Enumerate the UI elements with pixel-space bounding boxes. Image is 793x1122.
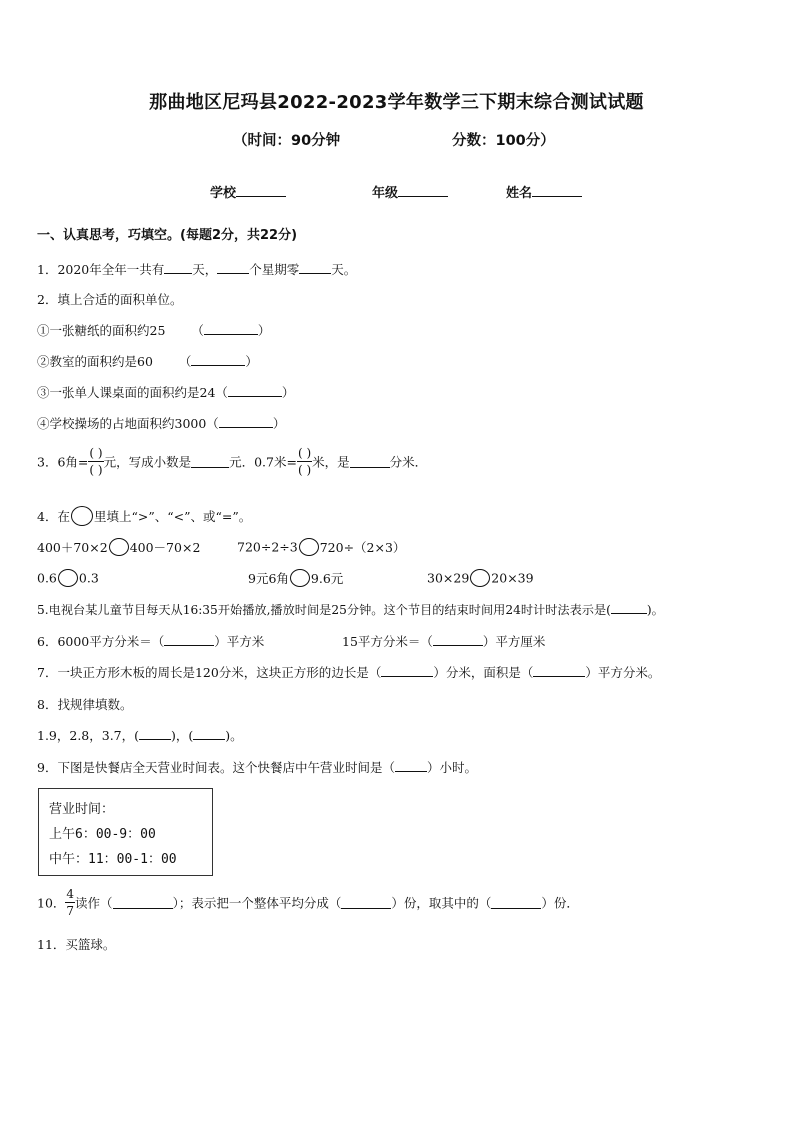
answer-blank[interactable] bbox=[217, 261, 249, 274]
answer-blank[interactable] bbox=[341, 896, 391, 909]
circle-icon bbox=[71, 506, 93, 526]
hours-heading: 营业时间： bbox=[49, 802, 115, 817]
answer-blank[interactable] bbox=[611, 601, 647, 614]
compare-4: 9元6角 9.6元 bbox=[248, 571, 344, 586]
answer-blank[interactable] bbox=[299, 261, 331, 274]
answer-blank[interactable] bbox=[164, 633, 214, 646]
page-title: 那曲地区尼玛县2022-2023学年数学三下期末综合测试试题 bbox=[149, 92, 644, 113]
fraction-four-sevenths: $\frac{4}{7}$ bbox=[66, 887, 75, 918]
compare-circle[interactable] bbox=[58, 569, 78, 587]
answer-blank[interactable] bbox=[191, 455, 229, 468]
compare-3: 0.6 0.3 bbox=[37, 570, 99, 586]
business-hours-box bbox=[38, 788, 213, 876]
question-10: 10． $\frac{4}{7}$ 读作（ ）；表示把一个整体平均分成（ ）份，取其中的（ ）份． bbox=[37, 887, 579, 918]
compare-1: 400＋70×2 400－70×2 bbox=[37, 540, 201, 555]
answer-blank[interactable] bbox=[204, 322, 258, 335]
question-8-sequence: 1.9，2.8，3.7，( )，( )。 bbox=[37, 728, 243, 743]
question-5: 5.电视台某儿童节目每天从16:35开始播放,播放时间是25分钟。这个节目的结束时间用24时计时法表示是( )。 bbox=[37, 603, 664, 617]
section-heading: 一、认真思考，巧填空。(每题2分，共22分) bbox=[37, 228, 298, 243]
question-9: 9．下图是快餐店全天营业时间表。这个快餐店中午营业时间是（ ）小时。 bbox=[37, 760, 477, 775]
name-field[interactable]: 姓名 bbox=[506, 182, 582, 201]
exam-time: （时间：90分钟 bbox=[233, 133, 341, 149]
question-2: 2．填上合适的面积单位。 bbox=[37, 292, 183, 307]
hours-noon: 中午：11：00-1：00 bbox=[49, 852, 177, 867]
question-8: 8．找规律填数。 bbox=[37, 697, 133, 712]
answer-blank[interactable] bbox=[219, 415, 273, 428]
compare-circle[interactable] bbox=[299, 538, 319, 556]
exam-score: 分数：100分） bbox=[452, 133, 555, 149]
question-11: 11．买篮球。 bbox=[37, 937, 116, 952]
question-6a: 6．6000平方分米＝（ ）平方米 bbox=[37, 634, 265, 649]
answer-blank[interactable] bbox=[113, 896, 173, 909]
fraction-blank[interactable]: $\frac{( )}{( )}$ bbox=[297, 446, 312, 477]
compare-5: 30×29 20×39 bbox=[427, 570, 534, 586]
answer-blank[interactable] bbox=[491, 896, 541, 909]
question-3: 3．6角= $\frac{( )}{( )}$ 元，写成小数是 元．0.7米= $\frac{( )}{( )}$ 米，是 分米． bbox=[37, 446, 428, 477]
answer-blank[interactable] bbox=[350, 455, 390, 468]
question-6b: 15平方分米＝（ ）平方厘米 bbox=[342, 634, 546, 649]
compare-circle[interactable] bbox=[109, 538, 129, 556]
answer-blank[interactable] bbox=[433, 633, 483, 646]
hours-morning: 上午6：00-9：00 bbox=[49, 827, 156, 842]
compare-2: 720÷2÷3 720÷（2×3） bbox=[237, 539, 406, 555]
school-field[interactable]: 学校 bbox=[210, 182, 286, 201]
question-7: 7．一块正方形木板的周长是120分米，这块正方形的边长是（ ）分米，面积是（ ）平方分米。 bbox=[37, 665, 661, 680]
answer-blank[interactable] bbox=[164, 261, 192, 274]
compare-circle[interactable] bbox=[290, 569, 310, 587]
answer-blank[interactable] bbox=[533, 664, 585, 677]
answer-blank[interactable] bbox=[191, 353, 245, 366]
question-2-item-3: ③一张单人课桌面的面积约是24（ ） bbox=[37, 385, 295, 400]
answer-blank[interactable] bbox=[395, 759, 427, 772]
question-1: 1．2020年全年一共有 天， 个星期零 天。 bbox=[37, 262, 357, 277]
question-2-item-2: ②教室的面积约是60 （ ） bbox=[37, 354, 258, 369]
grade-field[interactable]: 年级 bbox=[372, 182, 448, 201]
answer-blank[interactable] bbox=[139, 727, 171, 740]
answer-blank[interactable] bbox=[193, 727, 225, 740]
question-4: 4．在 里填上“>”、“<”、或“=”。 bbox=[37, 506, 251, 526]
compare-circle[interactable] bbox=[470, 569, 490, 587]
answer-blank[interactable] bbox=[228, 384, 282, 397]
answer-blank[interactable] bbox=[381, 664, 433, 677]
question-2-item-1: ①一张糖纸的面积约25 （ ） bbox=[37, 323, 271, 338]
fraction-blank[interactable]: $\frac{( )}{( )}$ bbox=[89, 446, 103, 477]
question-2-item-4: ④学校操场的占地面积约3000（ ） bbox=[37, 416, 286, 431]
